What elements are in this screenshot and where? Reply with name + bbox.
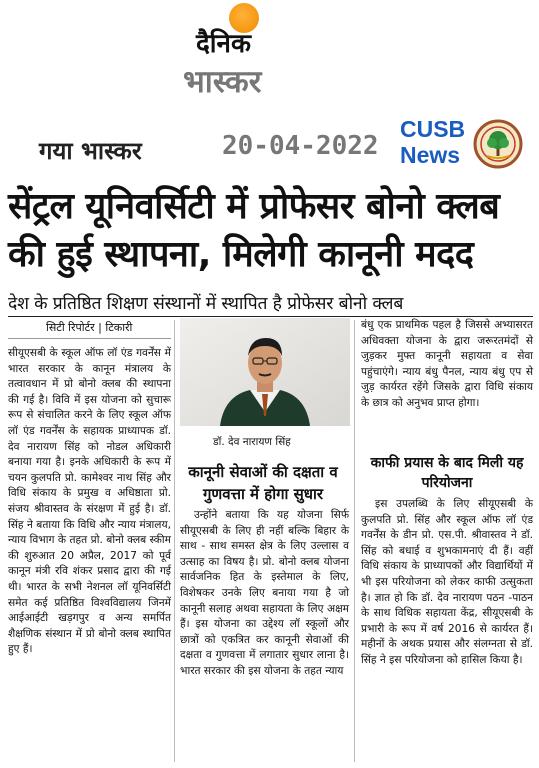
edition-name: गया भास्कर <box>39 137 142 165</box>
author-photo <box>180 318 350 426</box>
column-3-top-text: बंधु एक प्राथमिक पहल है जिससे अभ्यासरत अधिवक्ता योजना के द्वारा जरूरतमंदों से जुड़कर मुफ्त कानूनी सहायता व सेवा पहुंचाएंगे। न्याय बंधु पैनल, न्याय बंधु एप से जुड़ कार्यरत रहेंगे जिसके द्वारा विधि संकाय के छात्र को अनुभव प्राप्त होगा। <box>361 319 533 409</box>
column-1-text: सीयूएसबी के स्कूल ऑफ लॉ एंड गवर्नेंस में भारत सरकार के कानून मंत्रालय के तत्वावधान में प्रो बोनो क्लब की स्थापना की गई है। विवि में इस योजना को सुचारू रूप से संचालित करने के लिए स्कूल ऑफ लॉ एंड गवर्नेंस के सहायक प्राध्यापक डॉ. देव नारायण सिंह को नोडल अधिकारी बनाया गया है। इनके अधिकारी के रूप में चयन कुलपति प्रो. कामेश्वर नाथ सिंह और विधि संकाय के प्रमुख व अधिष्ठाता प्रो. संजय श्रीवास्तव के संरक्षण में हुई है। डॉ. सिंह ने बताया कि विधि और न्याय मंत्रालय, न्याय विभाग के तहत प्रो. बोनो क्लब स्कीम की शुरुआत 20 अप्रैल, 2017 को पूर्व कानून मंत्री रवि शंकर प्रसाद द्वारा की गई थी। भारत के सभी नेशनल लॉ यूनिवर्सिटी समेत कई प्रतिष्ठित विश्वविद्यालय जिनमें आईआईटी खड़गपुर व अन्य समर्पित शैक्षणिक संस्थान में प्रो बोनो क्लब स्थापित हुए हैं। <box>8 347 171 656</box>
column-2-text: उन्होंने बताया कि यह योजना सिर्फ सीयूएसबी के लिए ही नहीं बल्कि बिहार के साथ - साथ समस्त क्षेत्र के लिए उल्लास व उत्साह का विषय है। प्रो. बोनो क्लब योजना सार्वजनिक हित के इस्तेमाल के लिए, विशेषकर उनके लिए बनाया गया है जो कानूनी सलाह अथवा सहायता के लिए अक्षम हैं। इस योजना का उद्देश्य लॉ स्कूलों और छात्रों को एकत्रित कर कानूनी सेवाओं की दक्षता व गुणवत्ता में लगातार सुधार लाना है। भारत सरकार की इस योजना के तहत न्याय <box>180 509 349 677</box>
column-3-bottom-text: इस उपलब्धि के लिए सीयूएसबी के कुलपति प्रो. सिंह और स्कूल ऑफ लॉ एंड गवर्नेंस के डीन प्रो. एस.पी. श्रीवास्तव ने डॉ. सिंह को बधाई व शुभकामनाएं दी हैं। वहीं विधि संकाय के प्राध्यापकों और विद्यार्थियों में भी इस परियोजना को लेकर काफी उत्सुकता है। ज्ञात हो कि डॉ. देव नारायण पठन -पाठन के साथ विधिक सहायता केंद्र, सीयूएसबी के प्रभारी के रूप में वर्ष 2016 से कार्यरत हैं। महीनों के अथक प्रयास और संलग्नता से डॉ. सिंह ने इस परियोजना को हासिल किया है। <box>361 498 533 666</box>
article-column-2 <box>180 508 349 680</box>
publication-date: 20-04-2022 <box>222 131 379 161</box>
headline-line-2: की हुई स्थापना, मिलेगी कानूनी मदद <box>8 234 474 275</box>
divider <box>8 338 171 339</box>
article-column-3-top <box>361 318 533 412</box>
university-emblem-icon <box>473 119 523 169</box>
headline-line-1: सेंट्रल यूनिवर्सिटी में प्रोफेसर बोनो क्लब <box>8 186 500 227</box>
byline: सिटी रिपोर्टर | टिकारी <box>46 321 133 334</box>
subheading-services-quality: कानूनी सेवाओं की दक्षता व गुणवत्ता में होगा सुधार <box>188 463 338 503</box>
column-divider <box>174 320 175 762</box>
badge-line-news: News <box>400 142 461 168</box>
article-deck: देश के प्रतिष्ठित शिक्षण संस्थानों में स्थापित है प्रोफेसर बोनो क्लब <box>8 294 404 314</box>
logo-text-dainik: दैनिक <box>196 29 251 59</box>
logo-text-bhaskar: भास्कर <box>183 64 262 100</box>
photo-caption: डॉ. देव नारायण सिंह <box>213 436 291 448</box>
subheading-project: काफी प्रयास के बाद मिली यह परियोजना <box>370 455 524 491</box>
cusb-news-badge <box>400 116 465 168</box>
badge-line-cusb: CUSB <box>400 116 466 142</box>
article-column-3-bottom <box>361 497 533 669</box>
column-divider <box>354 320 355 762</box>
article-column-1 <box>8 346 171 658</box>
article-headline <box>8 183 533 279</box>
divider <box>8 316 533 317</box>
